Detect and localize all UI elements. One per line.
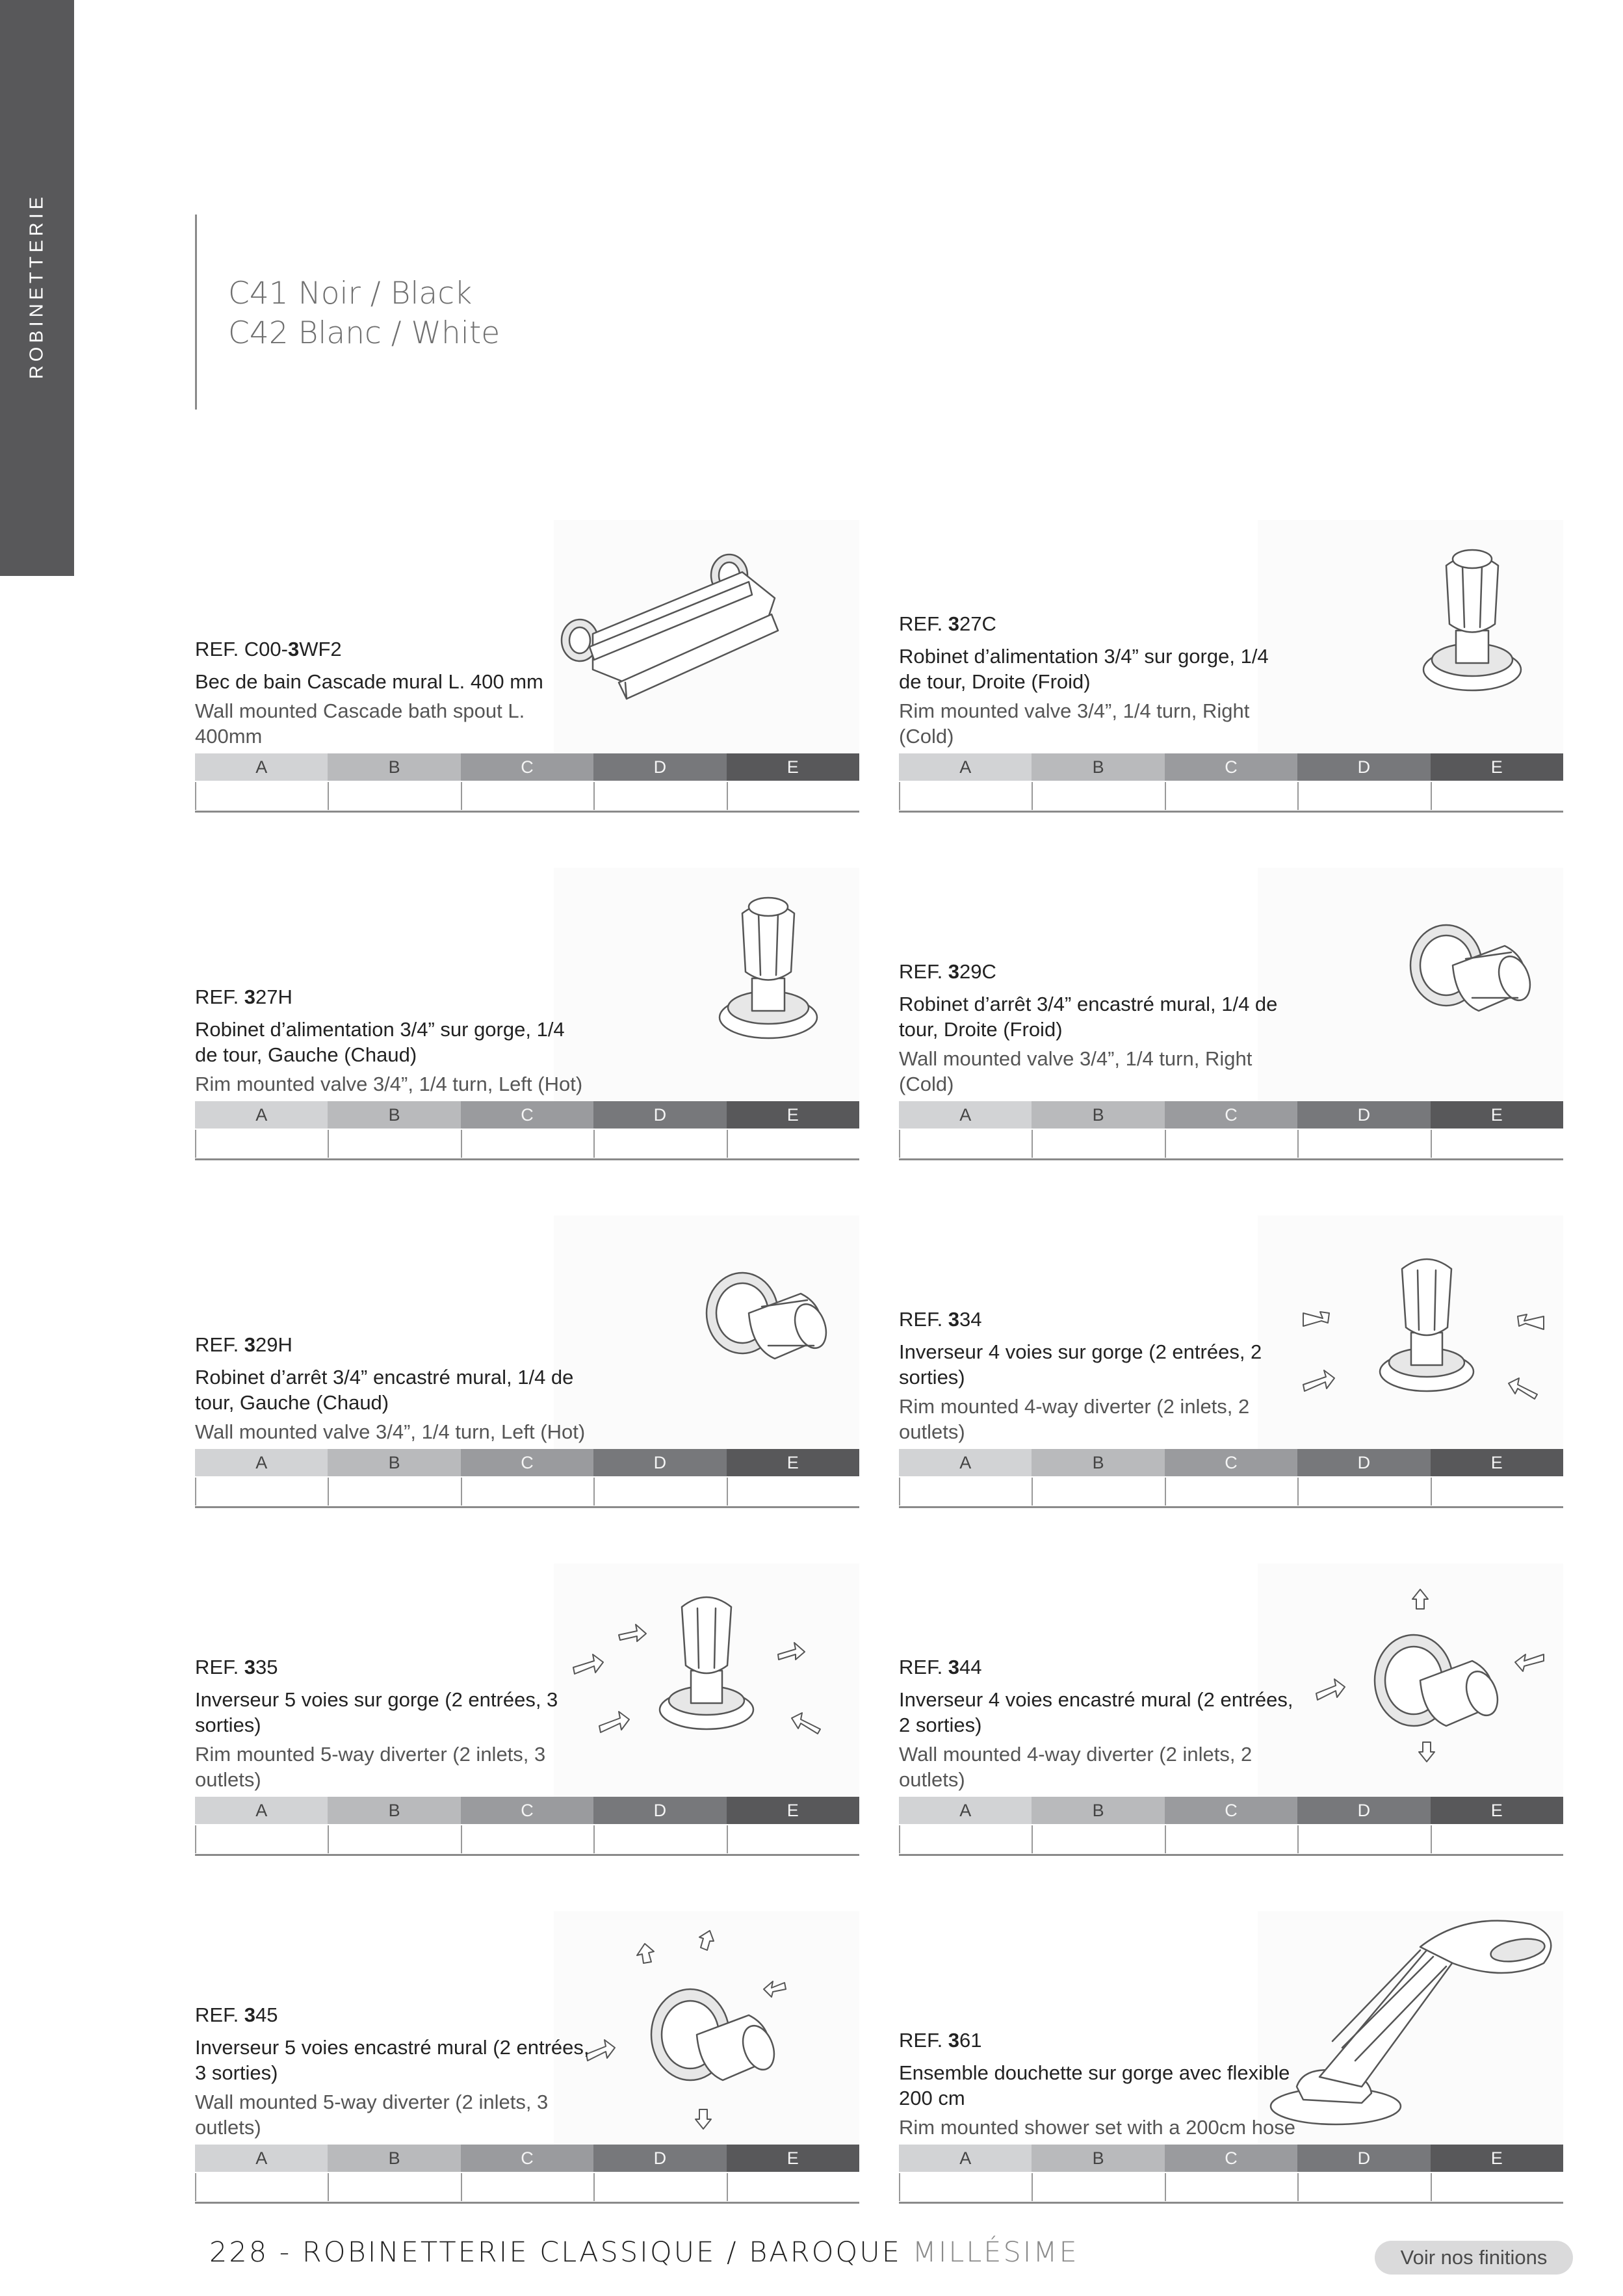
product-item xyxy=(899,868,1563,1160)
finish-grid-header: C xyxy=(461,1797,593,1824)
rim-diverter-4-drawing xyxy=(1258,1216,1563,1456)
product-item xyxy=(195,1563,859,1856)
product-reference: REF. 334 xyxy=(899,1308,982,1331)
finish-grid-header: D xyxy=(593,1449,726,1476)
finish-grid-cell xyxy=(328,782,460,810)
finish-grid-cell xyxy=(1032,782,1164,810)
finish-grid-cell xyxy=(593,782,726,810)
product-description-en: Wall mounted valve 3/4”, 1/4 turn, Right (Cold) xyxy=(899,1047,1253,1095)
finish-grid-cell xyxy=(1297,1478,1430,1506)
product-description-fr: Inverseur 5 voies sur gorge (2 entrées, 3 sorties) xyxy=(195,1688,558,1736)
finish-grid-cell xyxy=(593,1478,726,1506)
product-description-en: Rim mounted shower set with a 200cm hose xyxy=(899,2116,1295,2139)
finish-grid-cell xyxy=(461,782,593,810)
rim-diverter-5-drawing xyxy=(554,1563,859,1804)
finish-grid xyxy=(195,753,859,813)
product-description-en: Wall mounted 4-way diverter (2 inlets, 2 outlets) xyxy=(899,1743,1253,1791)
finish-grid-cell xyxy=(461,2173,593,2201)
finish-grid-cell xyxy=(461,1478,593,1506)
finish-grid-cell xyxy=(1297,782,1430,810)
footer-collection: MILLÉSIME xyxy=(912,2236,1079,2269)
product-item xyxy=(195,1216,859,1508)
product-description-en: Rim mounted 5-way diverter (2 inlets, 3 outlets) xyxy=(195,1743,546,1791)
finish-grid xyxy=(899,2145,1563,2204)
finish-grid-header: B xyxy=(328,2145,460,2172)
finish-grid-header: B xyxy=(1032,1449,1164,1476)
finish-grid-header: A xyxy=(195,753,328,781)
finish-grid-header: E xyxy=(1431,753,1563,781)
finish-grid-cell xyxy=(1431,1825,1563,1853)
finish-grid-cell xyxy=(899,2173,1032,2201)
product-reference: REF. 345 xyxy=(195,2003,278,2026)
page-footer xyxy=(209,2236,1079,2269)
wall-valve-drawing xyxy=(554,1216,859,1456)
finish-grid-cell xyxy=(593,2173,726,2201)
product-description-fr: Inverseur 4 voies sur gorge (2 entrées, 2 sorties) xyxy=(899,1340,1262,1389)
rim-valve-drawing xyxy=(554,868,859,1108)
finish-grid-cell xyxy=(195,782,328,810)
shower-set-drawing xyxy=(1258,1911,1563,2152)
finish-grid-cell xyxy=(1165,1478,1297,1506)
finish-grid-cell xyxy=(1165,782,1297,810)
finish-grid xyxy=(899,1101,1563,1160)
wall-diverter-4-drawing xyxy=(1258,1563,1563,1804)
finish-grid-header: A xyxy=(195,1101,328,1128)
finish-grid xyxy=(899,753,1563,813)
product-reference: REF. C00-3WF2 xyxy=(195,638,342,660)
finish-grid xyxy=(195,1797,859,1856)
product-text xyxy=(899,960,1295,1097)
finish-grid-cell xyxy=(593,1130,726,1158)
finish-grid-header: D xyxy=(1297,1797,1430,1824)
product-image xyxy=(1258,1563,1563,1804)
finish-grid-header: E xyxy=(727,1101,859,1128)
finish-grid-cell xyxy=(195,2173,328,2201)
finish-grid-cell xyxy=(328,2173,460,2201)
finish-grid-header: D xyxy=(1297,2145,1430,2172)
finish-white: C42 Blanc / White xyxy=(228,315,500,351)
finish-grid-header: B xyxy=(1032,753,1164,781)
finish-grid-header: D xyxy=(593,753,726,781)
product-description-fr: Robinet d’arrêt 3/4” encastré mural, 1/4 de tour, Droite (Froid) xyxy=(899,993,1278,1041)
finish-grid-cell xyxy=(1431,2173,1563,2201)
finish-grid-cell xyxy=(593,1825,726,1853)
finish-grid-header: E xyxy=(727,2145,859,2172)
product-text xyxy=(195,2003,591,2140)
finish-grid-header: E xyxy=(1431,2145,1563,2172)
side-section-label: ROBINETTERIE xyxy=(26,192,47,380)
finish-grid-header: C xyxy=(461,1449,593,1476)
wall-diverter-5-drawing xyxy=(554,1911,859,2152)
finish-grid-header: A xyxy=(899,2145,1032,2172)
finish-grid-cell xyxy=(899,1825,1032,1853)
finish-grid-cell xyxy=(1431,1130,1563,1158)
product-item xyxy=(195,520,859,813)
finish-grid-header: D xyxy=(1297,1101,1430,1128)
finish-grid-cell xyxy=(1032,1825,1164,1853)
product-description-fr: Robinet d’alimentation 3/4” sur gorge, 1/4 de tour, Droite (Froid) xyxy=(899,645,1269,693)
finish-grid-cell xyxy=(195,1478,328,1506)
product-text xyxy=(899,1308,1295,1444)
product-image xyxy=(554,520,859,761)
finish-grid-header: C xyxy=(461,753,593,781)
product-image xyxy=(554,1216,859,1456)
product-text xyxy=(899,612,1295,749)
product-description-fr: Ensemble douchette sur gorge avec flexible 200 cm xyxy=(899,2061,1290,2109)
product-text xyxy=(899,1656,1295,1792)
product-image xyxy=(1258,1216,1563,1456)
finish-grid-header: A xyxy=(899,1449,1032,1476)
finish-grid xyxy=(899,1449,1563,1508)
finish-grid-cell xyxy=(328,1478,460,1506)
finish-grid-cell xyxy=(461,1825,593,1853)
product-description-fr: Robinet d’alimentation 3/4” sur gorge, 1/4 de tour, Gauche (Chaud) xyxy=(195,1018,565,1066)
product-description-en: Rim mounted valve 3/4”, 1/4 turn, Right (Cold) xyxy=(899,699,1250,748)
finish-grid-header: C xyxy=(461,2145,593,2172)
finish-grid-cell xyxy=(1165,1825,1297,1853)
finish-grid-header: B xyxy=(328,1101,460,1128)
product-image xyxy=(554,868,859,1108)
product-reference: REF. 327C xyxy=(899,612,996,635)
finish-grid-header: C xyxy=(461,1101,593,1128)
finish-grid-cell xyxy=(1297,1130,1430,1158)
finish-grid-header: D xyxy=(593,1797,726,1824)
finish-grid xyxy=(195,2145,859,2204)
finish-grid-cell xyxy=(1032,1130,1164,1158)
finish-grid-cell xyxy=(899,782,1032,810)
finish-grid-header: B xyxy=(328,753,460,781)
view-finishes-button[interactable]: Voir nos finitions xyxy=(1375,2241,1573,2275)
product-image xyxy=(554,1911,859,2152)
finish-grid xyxy=(195,1101,859,1160)
finish-grid xyxy=(899,1797,1563,1856)
finish-black: C41 Noir / Black xyxy=(228,276,473,311)
rim-valve-drawing xyxy=(1258,520,1563,761)
product-description-en: Wall mounted valve 3/4”, 1/4 turn, Left (Hot) xyxy=(195,1420,586,1443)
finish-grid-header: E xyxy=(727,753,859,781)
product-image xyxy=(1258,868,1563,1108)
product-description-en: Wall mounted 5-way diverter (2 inlets, 3 outlets) xyxy=(195,2091,549,2139)
finish-grid-cell xyxy=(727,1478,859,1506)
finish-grid-header: E xyxy=(727,1449,859,1476)
finish-grid-header: C xyxy=(1165,1101,1297,1128)
finish-grid-cell xyxy=(899,1478,1032,1506)
product-description-fr: Inverseur 5 voies encastré mural (2 entrées, 3 sorties) xyxy=(195,2036,590,2084)
finish-grid-cell xyxy=(1032,1478,1164,1506)
finish-grid-cell xyxy=(899,1130,1032,1158)
product-text xyxy=(195,985,591,1097)
product-image xyxy=(554,1563,859,1804)
finish-grid-header: B xyxy=(328,1797,460,1824)
finish-grid-header: B xyxy=(1032,2145,1164,2172)
product-item xyxy=(899,520,1563,813)
bath-spout-drawing xyxy=(554,520,859,761)
finish-grid-cell xyxy=(461,1130,593,1158)
finish-grid-cell xyxy=(1032,2173,1164,2201)
product-description-en: Rim mounted valve 3/4”, 1/4 turn, Left (Hot) xyxy=(195,1073,583,1095)
product-item xyxy=(899,1911,1563,2204)
finish-grid-header: E xyxy=(1431,1101,1563,1128)
product-description-fr: Inverseur 4 voies encastré mural (2 entrées, 2 sorties) xyxy=(899,1688,1293,1736)
finish-grid-header: E xyxy=(727,1797,859,1824)
product-reference: REF. 327H xyxy=(195,985,292,1008)
product-reference: REF. 344 xyxy=(899,1656,982,1678)
finish-grid-header: B xyxy=(328,1449,460,1476)
product-description-fr: Bec de bain Cascade mural L. 400 mm xyxy=(195,670,543,693)
product-reference: REF. 361 xyxy=(899,2029,982,2052)
finish-grid-header: D xyxy=(593,2145,726,2172)
finish-grid-cell xyxy=(727,782,859,810)
finish-grid-cell xyxy=(195,1825,328,1853)
finish-grid-header: C xyxy=(1165,2145,1297,2172)
product-item xyxy=(195,1911,859,2204)
finish-grid-cell xyxy=(1431,1478,1563,1506)
finish-grid-header: B xyxy=(1032,1101,1164,1128)
side-section-tab xyxy=(0,0,74,576)
finish-grid-cell xyxy=(328,1825,460,1853)
product-image xyxy=(1258,1911,1563,2152)
product-text xyxy=(899,2029,1295,2140)
product-item xyxy=(195,868,859,1160)
finish-grid-header: A xyxy=(899,1797,1032,1824)
finish-grid-header: A xyxy=(899,753,1032,781)
finish-list xyxy=(195,215,500,410)
finish-grid-cell xyxy=(195,1130,328,1158)
finish-grid-header: D xyxy=(593,1101,726,1128)
finish-grid-header: D xyxy=(1297,753,1430,781)
finish-grid-header: B xyxy=(1032,1797,1164,1824)
product-description-en: Rim mounted 4-way diverter (2 inlets, 2 outlets) xyxy=(899,1395,1250,1443)
product-description-en: Wall mounted Cascade bath spout L. 400mm xyxy=(195,699,525,748)
finish-grid-header: E xyxy=(1431,1449,1563,1476)
product-item xyxy=(899,1563,1563,1856)
finish-grid-header: A xyxy=(899,1101,1032,1128)
product-description-fr: Robinet d’arrêt 3/4” encastré mural, 1/4 de tour, Gauche (Chaud) xyxy=(195,1366,574,1414)
finish-grid-cell xyxy=(1297,1825,1430,1853)
finish-grid xyxy=(195,1449,859,1508)
finish-grid-header: A xyxy=(195,1797,328,1824)
finish-grid-cell xyxy=(727,1825,859,1853)
product-text xyxy=(195,638,591,749)
finish-grid-cell xyxy=(1431,782,1563,810)
finish-grid-cell xyxy=(1165,1130,1297,1158)
finish-grid-cell xyxy=(1165,2173,1297,2201)
wall-valve-drawing xyxy=(1258,868,1563,1108)
product-text xyxy=(195,1333,591,1444)
product-reference: REF. 329H xyxy=(195,1333,292,1356)
product-item xyxy=(899,1216,1563,1508)
product-text xyxy=(195,1656,591,1792)
finish-grid-header: E xyxy=(1431,1797,1563,1824)
product-reference: REF. 329C xyxy=(899,960,996,983)
finish-grid-cell xyxy=(727,1130,859,1158)
product-reference: REF. 335 xyxy=(195,1656,278,1678)
finish-grid-header: A xyxy=(195,2145,328,2172)
footer-title: 228 - ROBINETTERIE CLASSIQUE / BAROQUE xyxy=(209,2236,913,2269)
finish-grid-header: C xyxy=(1165,1449,1297,1476)
product-image xyxy=(1258,520,1563,761)
finish-grid-header: C xyxy=(1165,1797,1297,1824)
finish-grid-cell xyxy=(328,1130,460,1158)
finish-grid-header: A xyxy=(195,1449,328,1476)
finish-grid-header: D xyxy=(1297,1449,1430,1476)
finish-grid-header: C xyxy=(1165,753,1297,781)
finish-grid-cell xyxy=(1297,2173,1430,2201)
finish-grid-cell xyxy=(727,2173,859,2201)
